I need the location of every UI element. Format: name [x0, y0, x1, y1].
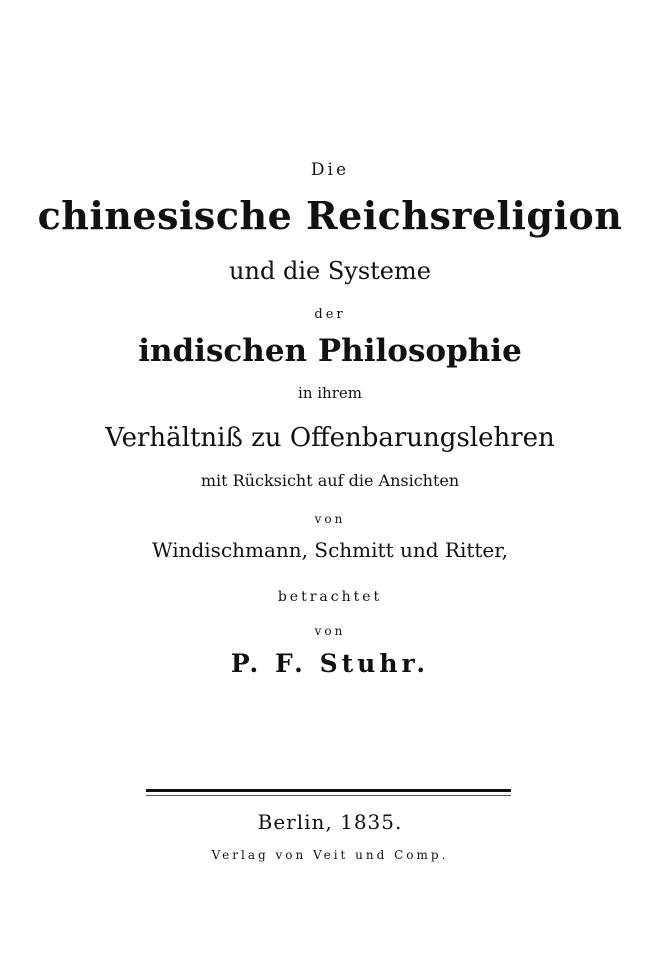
main-title: chinesische Reichsreligion — [37, 193, 623, 238]
divider-rule-thin — [146, 795, 511, 796]
divider-rule-thick — [146, 789, 511, 792]
subtitle-names: Windischmann, Schmitt und Ritter, — [152, 538, 508, 562]
pre-title: Die — [310, 160, 350, 180]
byline-von: von — [314, 624, 346, 638]
subtitle-von: von — [314, 512, 346, 526]
subtitle-regard: mit Rücksicht auf die Ansichten — [200, 471, 460, 490]
subtitle-der: der — [314, 307, 346, 322]
subtitle-relation: Verhältniß zu Offenbarungslehren — [105, 423, 555, 453]
imprint-place-year: Berlin, 1835. — [257, 810, 403, 834]
imprint-publisher: Verlag von Veit und Comp. — [211, 848, 449, 862]
author-name: P. F. Stuhr. — [230, 649, 430, 678]
subtitle-in-ihrem: in ihrem — [298, 384, 362, 402]
subtitle-indian-philosophy: indischen Philosophie — [138, 333, 522, 369]
subtitle-considered: betrachtet — [277, 589, 383, 605]
subtitle-and-systems: und die Systeme — [229, 257, 431, 285]
